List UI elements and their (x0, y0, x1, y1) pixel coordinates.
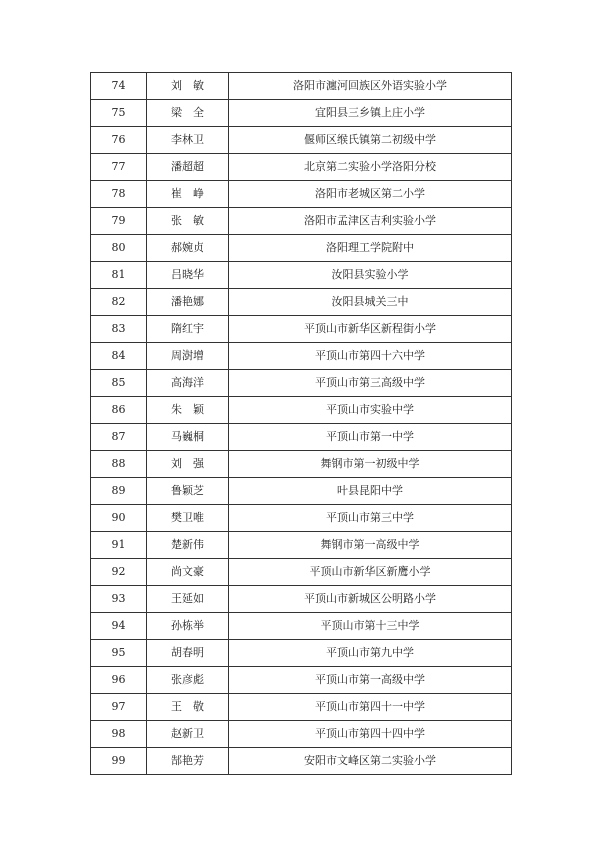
row-number: 81 (91, 262, 147, 289)
row-number: 98 (91, 721, 147, 748)
person-name: 隋红宇 (147, 316, 229, 343)
person-name: 孙栋举 (147, 613, 229, 640)
row-number: 75 (91, 100, 147, 127)
person-name: 樊卫唯 (147, 505, 229, 532)
person-name: 吕晓华 (147, 262, 229, 289)
person-name: 鲁颖芝 (147, 478, 229, 505)
school-name: 平顶山市第四十六中学 (229, 343, 512, 370)
row-number: 85 (91, 370, 147, 397)
row-number: 80 (91, 235, 147, 262)
person-name: 王延如 (147, 586, 229, 613)
row-number: 74 (91, 73, 147, 100)
table-row (91, 559, 512, 586)
table-row (91, 289, 512, 316)
table-row (91, 100, 512, 127)
school-name: 洛阳理工学院附中 (229, 235, 512, 262)
row-number: 96 (91, 667, 147, 694)
row-number: 95 (91, 640, 147, 667)
person-name: 朱 颖 (147, 397, 229, 424)
table-row (91, 73, 512, 100)
school-name: 洛阳市瀍河回族区外语实验小学 (229, 73, 512, 100)
person-name: 胡春明 (147, 640, 229, 667)
row-number: 94 (91, 613, 147, 640)
roster-table (90, 72, 512, 775)
school-name: 叶县昆阳中学 (229, 478, 512, 505)
table-row (91, 424, 512, 451)
school-name: 北京第二实验小学洛阳分校 (229, 154, 512, 181)
person-name: 刘 敏 (147, 73, 229, 100)
person-name: 张 敏 (147, 208, 229, 235)
table-row (91, 640, 512, 667)
school-name: 汝阳县实验小学 (229, 262, 512, 289)
row-number: 77 (91, 154, 147, 181)
school-name: 平顶山市第一高级中学 (229, 667, 512, 694)
school-name: 平顶山市新华区新鹰小学 (229, 559, 512, 586)
school-name: 汝阳县城关三中 (229, 289, 512, 316)
row-number: 76 (91, 127, 147, 154)
table-row (91, 208, 512, 235)
table-row (91, 316, 512, 343)
school-name: 宜阳县三乡镇上庄小学 (229, 100, 512, 127)
person-name: 楚新伟 (147, 532, 229, 559)
row-number: 78 (91, 181, 147, 208)
table-row (91, 613, 512, 640)
school-name: 舞钢市第一初级中学 (229, 451, 512, 478)
person-name: 梁 全 (147, 100, 229, 127)
table-row (91, 397, 512, 424)
person-name: 潘艳娜 (147, 289, 229, 316)
row-number: 90 (91, 505, 147, 532)
school-name: 平顶山市第十三中学 (229, 613, 512, 640)
person-name: 赵新卫 (147, 721, 229, 748)
school-name: 舞钢市第一高级中学 (229, 532, 512, 559)
table-row (91, 343, 512, 370)
row-number: 86 (91, 397, 147, 424)
school-name: 平顶山市第一中学 (229, 424, 512, 451)
person-name: 王 敬 (147, 694, 229, 721)
table-row (91, 181, 512, 208)
school-name: 平顶山市第四十四中学 (229, 721, 512, 748)
table-row (91, 505, 512, 532)
row-number: 92 (91, 559, 147, 586)
roster-table-body (91, 73, 512, 775)
row-number: 91 (91, 532, 147, 559)
person-name: 郝婉贞 (147, 235, 229, 262)
row-number: 97 (91, 694, 147, 721)
table-row (91, 667, 512, 694)
table-row (91, 586, 512, 613)
school-name: 平顶山市第三中学 (229, 505, 512, 532)
row-number: 79 (91, 208, 147, 235)
school-name: 平顶山市实验中学 (229, 397, 512, 424)
table-row (91, 154, 512, 181)
school-name: 偃师区缑氏镇第二初级中学 (229, 127, 512, 154)
school-name: 平顶山市新城区公明路小学 (229, 586, 512, 613)
row-number: 89 (91, 478, 147, 505)
school-name: 洛阳市老城区第二小学 (229, 181, 512, 208)
table-row (91, 127, 512, 154)
table-row (91, 748, 512, 775)
table-row (91, 370, 512, 397)
row-number: 84 (91, 343, 147, 370)
person-name: 崔 峥 (147, 181, 229, 208)
table-row (91, 721, 512, 748)
person-name: 高海洋 (147, 370, 229, 397)
table-row (91, 532, 512, 559)
table-row (91, 262, 512, 289)
person-name: 周澍增 (147, 343, 229, 370)
school-name: 平顶山市新华区新程街小学 (229, 316, 512, 343)
person-name: 张彦彪 (147, 667, 229, 694)
row-number: 83 (91, 316, 147, 343)
person-name: 郜艳芳 (147, 748, 229, 775)
person-name: 潘超超 (147, 154, 229, 181)
table-row (91, 235, 512, 262)
school-name: 安阳市文峰区第二实验小学 (229, 748, 512, 775)
school-name: 平顶山市第九中学 (229, 640, 512, 667)
row-number: 87 (91, 424, 147, 451)
table-row (91, 694, 512, 721)
school-name: 洛阳市孟津区吉利实验小学 (229, 208, 512, 235)
row-number: 82 (91, 289, 147, 316)
row-number: 88 (91, 451, 147, 478)
person-name: 尚文豪 (147, 559, 229, 586)
person-name: 马巍桐 (147, 424, 229, 451)
row-number: 99 (91, 748, 147, 775)
school-name: 平顶山市第三高级中学 (229, 370, 512, 397)
table-row (91, 478, 512, 505)
person-name: 刘 强 (147, 451, 229, 478)
table-row (91, 451, 512, 478)
row-number: 93 (91, 586, 147, 613)
school-name: 平顶山市第四十一中学 (229, 694, 512, 721)
person-name: 李林卫 (147, 127, 229, 154)
